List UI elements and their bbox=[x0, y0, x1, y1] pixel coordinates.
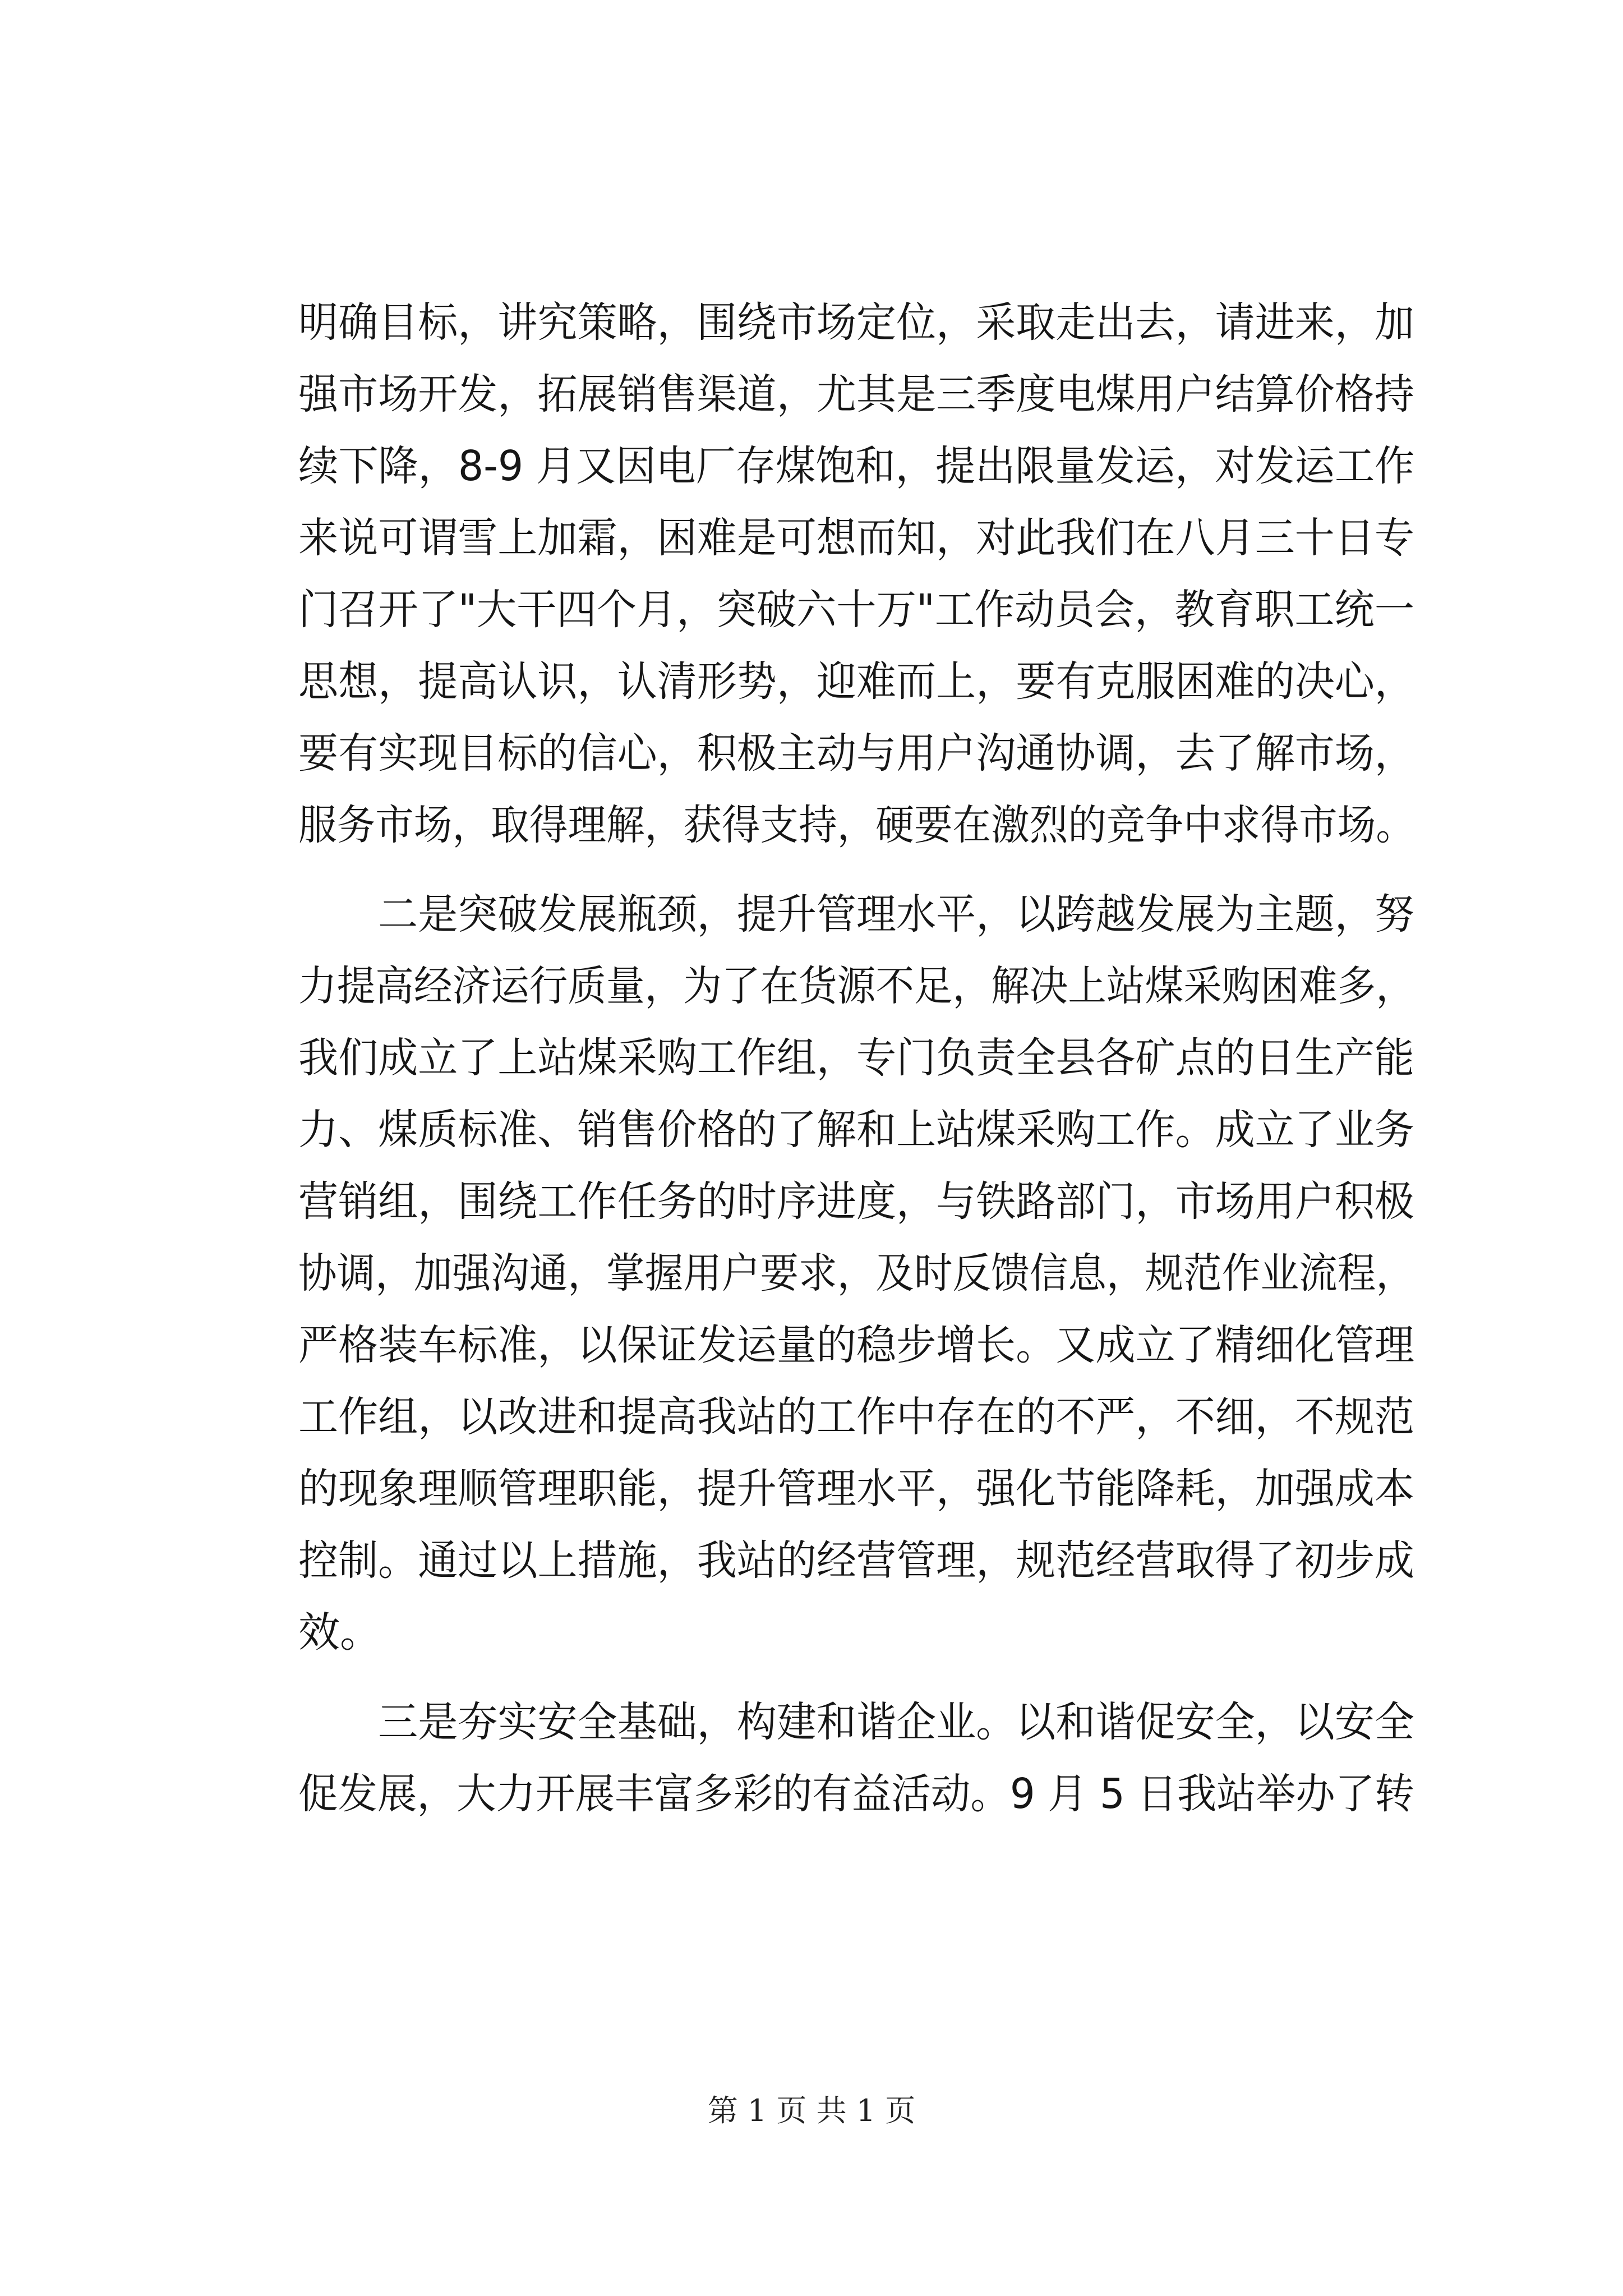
text-line: 二是突破发展瓶颈，提升管理水平，以跨越发展为主题，努 bbox=[298, 890, 1414, 938]
text-line: 力、煤质标准、销售价格的了解和上站煤采购工作。成立了业务 bbox=[298, 1106, 1414, 1154]
text-line: 协调，加强沟通，掌握用户要求，及时反馈信息，规范作业流程， bbox=[298, 1249, 1414, 1297]
text-line: 来说可谓雪上加霜，困难是可想而知，对此我们在八月三十日专 bbox=[298, 514, 1414, 562]
text-line: 强市场开发，拓展销售渠道，尤其是三季度电煤用户结算价格持 bbox=[298, 370, 1414, 418]
text-line: 严格装车标准，以保证发运量的稳步增长。又成立了精细化管理 bbox=[298, 1321, 1414, 1369]
text-line: 三是夯实安全基础，构建和谐企业。以和谐促安全，以安全 bbox=[298, 1698, 1414, 1746]
text-line: 门召开了"大干四个月，突破六十万"工作动员会，教育职工统一 bbox=[298, 586, 1415, 634]
text-line: 要有实现目标的信心，积极主动与用户沟通协调，去了解市场， bbox=[298, 729, 1414, 777]
text-line: 服务市场，取得理解，获得支持，硬要在激烈的竞争中求得市场。 bbox=[298, 801, 1414, 849]
text-line: 工作组，以改进和提高我站的工作中存在的不严，不细，不规范 bbox=[298, 1393, 1414, 1441]
text-line: 控制。通过以上措施，我站的经营管理，规范经营取得了初步成 bbox=[298, 1536, 1414, 1585]
text-line: 明确目标，讲究策略，围绕市场定位，采取走出去，请进来，加 bbox=[298, 298, 1414, 347]
text-line: 效。 bbox=[298, 1608, 381, 1657]
text-line: 我们成立了上站煤采购工作组，专门负责全县各矿点的日生产能 bbox=[298, 1034, 1414, 1082]
page-footer: 第 1 页 共 1 页 bbox=[707, 2093, 916, 2128]
text-line: 促发展，大力开展丰富多彩的有益活动。9 月 5 日我站举办了转 bbox=[298, 1770, 1414, 1818]
text-line: 续下降，8-9 月又因电厂存煤饱和，提出限量发运，对发运工作 bbox=[298, 442, 1415, 490]
text-line: 思想，提高认识，认清形势，迎难而上，要有克服困难的决心， bbox=[298, 657, 1414, 706]
text-line: 的现象理顺管理职能，提升管理水平，强化节能降耗，加强成本 bbox=[298, 1465, 1414, 1513]
text-line: 力提高经济运行质量，为了在货源不足，解决上站煤采购困难多， bbox=[298, 962, 1414, 1010]
text-line: 营销组，围绕工作任务的时序进度，与铁路部门，市场用户积极 bbox=[298, 1177, 1414, 1226]
